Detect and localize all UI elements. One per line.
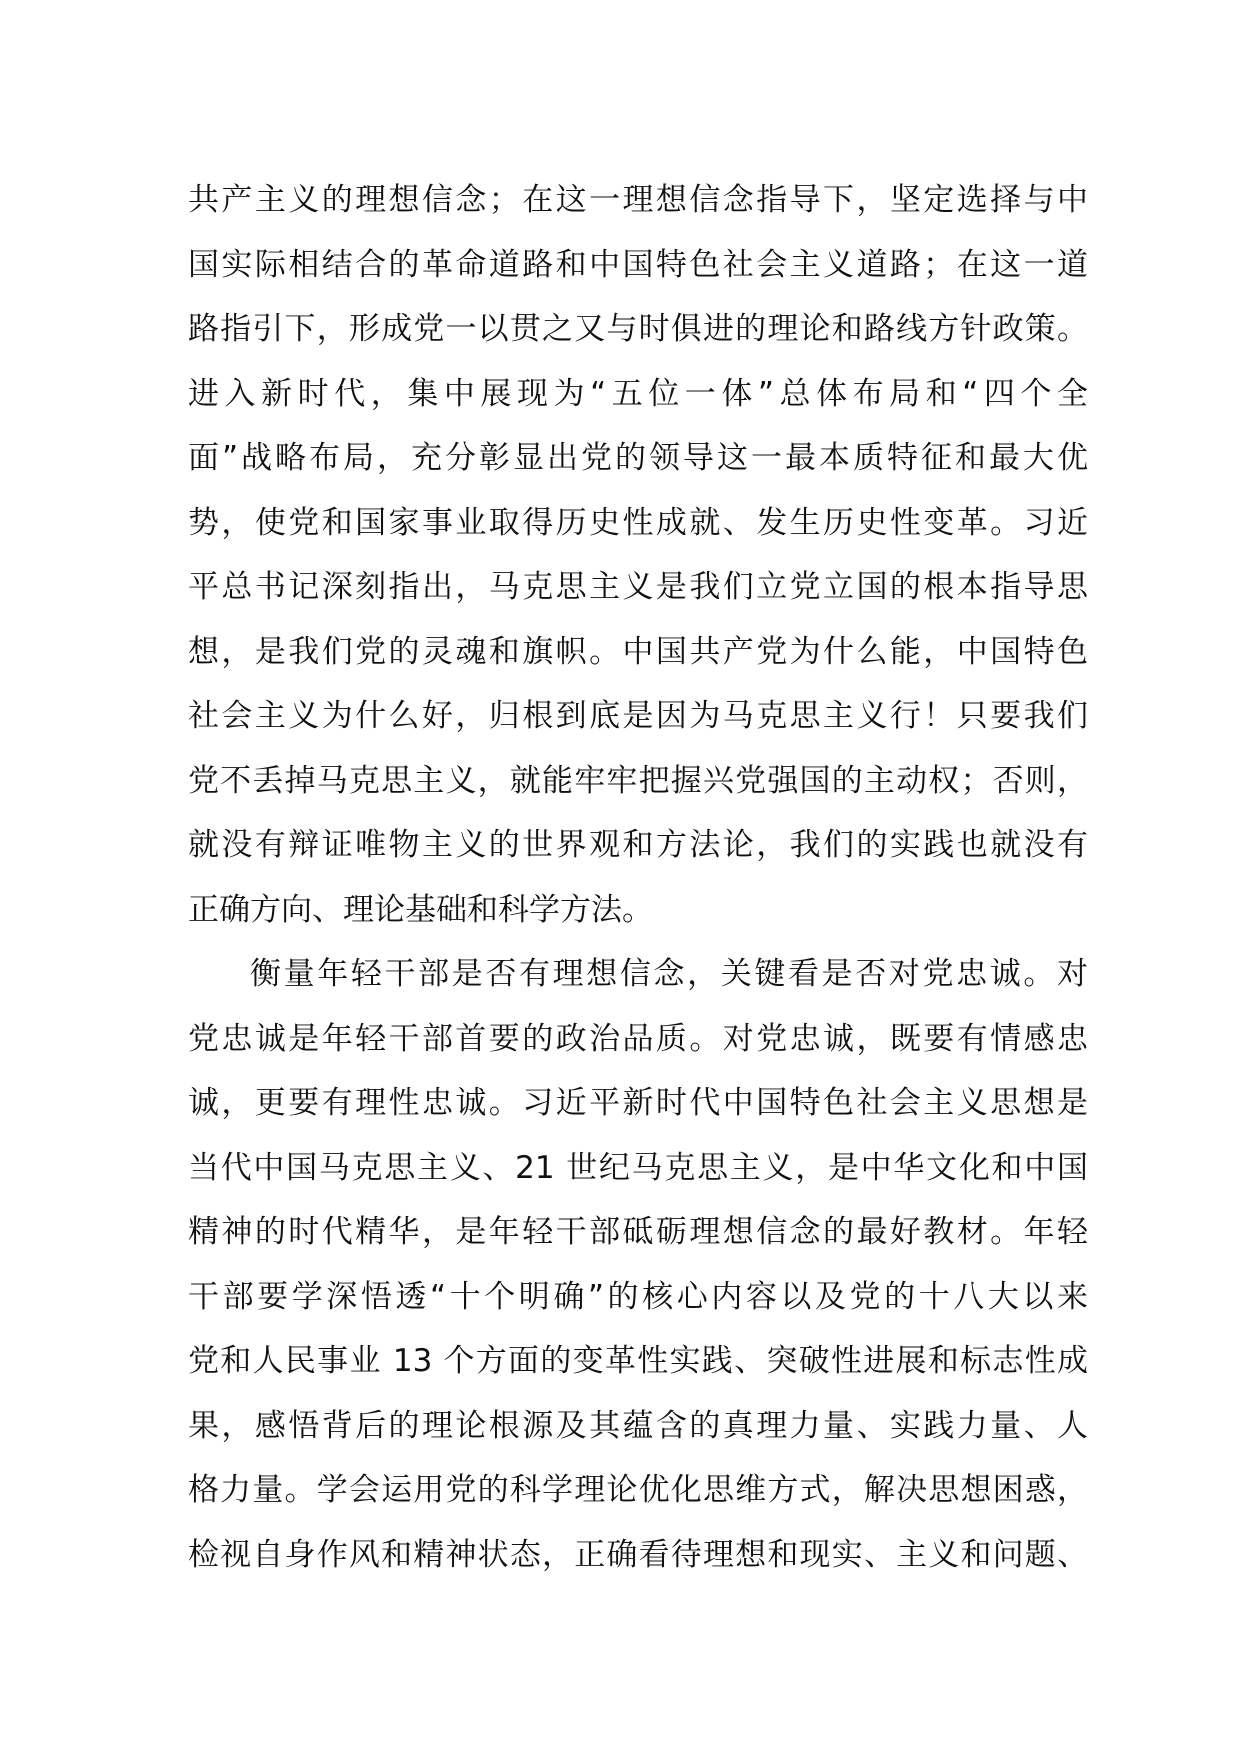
text-line: 当代中国马克思主义、21 世纪马克思主义，是中华文化和中国 [188,1149,1088,1186]
text-line: 社会主义为什么好，归根到底是因为马克思主义行！只要我们 [188,698,1088,734]
text-line: 就没有辩证唯物主义的世界观和方法论，我们的实践也就没有 [188,827,1088,863]
text-line: 势，使党和国家事业取得历史性成就、发生历史性变革。习近 [188,504,1088,541]
paragraph-start-line: 衡量年轻干部是否有理想信念，关键看是否对党忠诚。对 [250,956,1088,992]
text-line: 想，是我们党的灵魂和旗帜。中国共产党为什么能，中国特色 [188,633,1088,670]
text-line: 党和人民事业 13 个方面的变革性实践、突破性进展和标志性成 [188,1343,1088,1379]
text-line: 格力量。学会运用党的科学理论优化思维方式，解决思想困惑， [188,1472,1088,1508]
text-line: 党不丢掉马克思主义，就能牢牢把握兴党强国的主动权；否则， [188,762,1088,799]
paragraph-end-line: 正确方向、理论基础和科学方法。 [188,891,653,928]
text-line: 干部要学深悟透“十个明确”的核心内容以及党的十八大以来 [188,1278,1088,1315]
text-line: 检视自身作风和精神状态，正确看待理想和现实、主义和问题、 [188,1536,1088,1573]
text-line: 果，感悟背后的理论根源及其蕴含的真理力量、实践力量、人 [188,1407,1088,1444]
text-line: 共产主义的理想信念；在这一理想信念指导下，坚定选择与中 [188,182,1088,218]
text-line: 进入新时代，集中展现为“五位一体”总体布局和“四个全 [188,375,1088,412]
text-line: 党忠诚是年轻干部首要的政治品质。对党忠诚，既要有情感忠 [188,1020,1088,1057]
text-line: 国实际相结合的革命道路和中国特色社会主义道路；在这一道 [188,246,1088,283]
text-line: 平总书记深刻指出，马克思主义是我们立党立国的根本指导思 [188,569,1088,605]
text-line: 面”战略布局，充分彰显出党的领导这一最本质特征和最大优 [188,440,1088,476]
text-line: 路指引下，形成党一以贯之又与时俱进的理论和路线方针政策。 [188,311,1088,347]
text-line: 诚，更要有理性忠诚。习近平新时代中国特色社会主义思想是 [188,1085,1088,1121]
body-text [188,168,1088,1587]
text-line: 精神的时代精华，是年轻干部砥砺理想信念的最好教材。年轻 [188,1214,1088,1250]
